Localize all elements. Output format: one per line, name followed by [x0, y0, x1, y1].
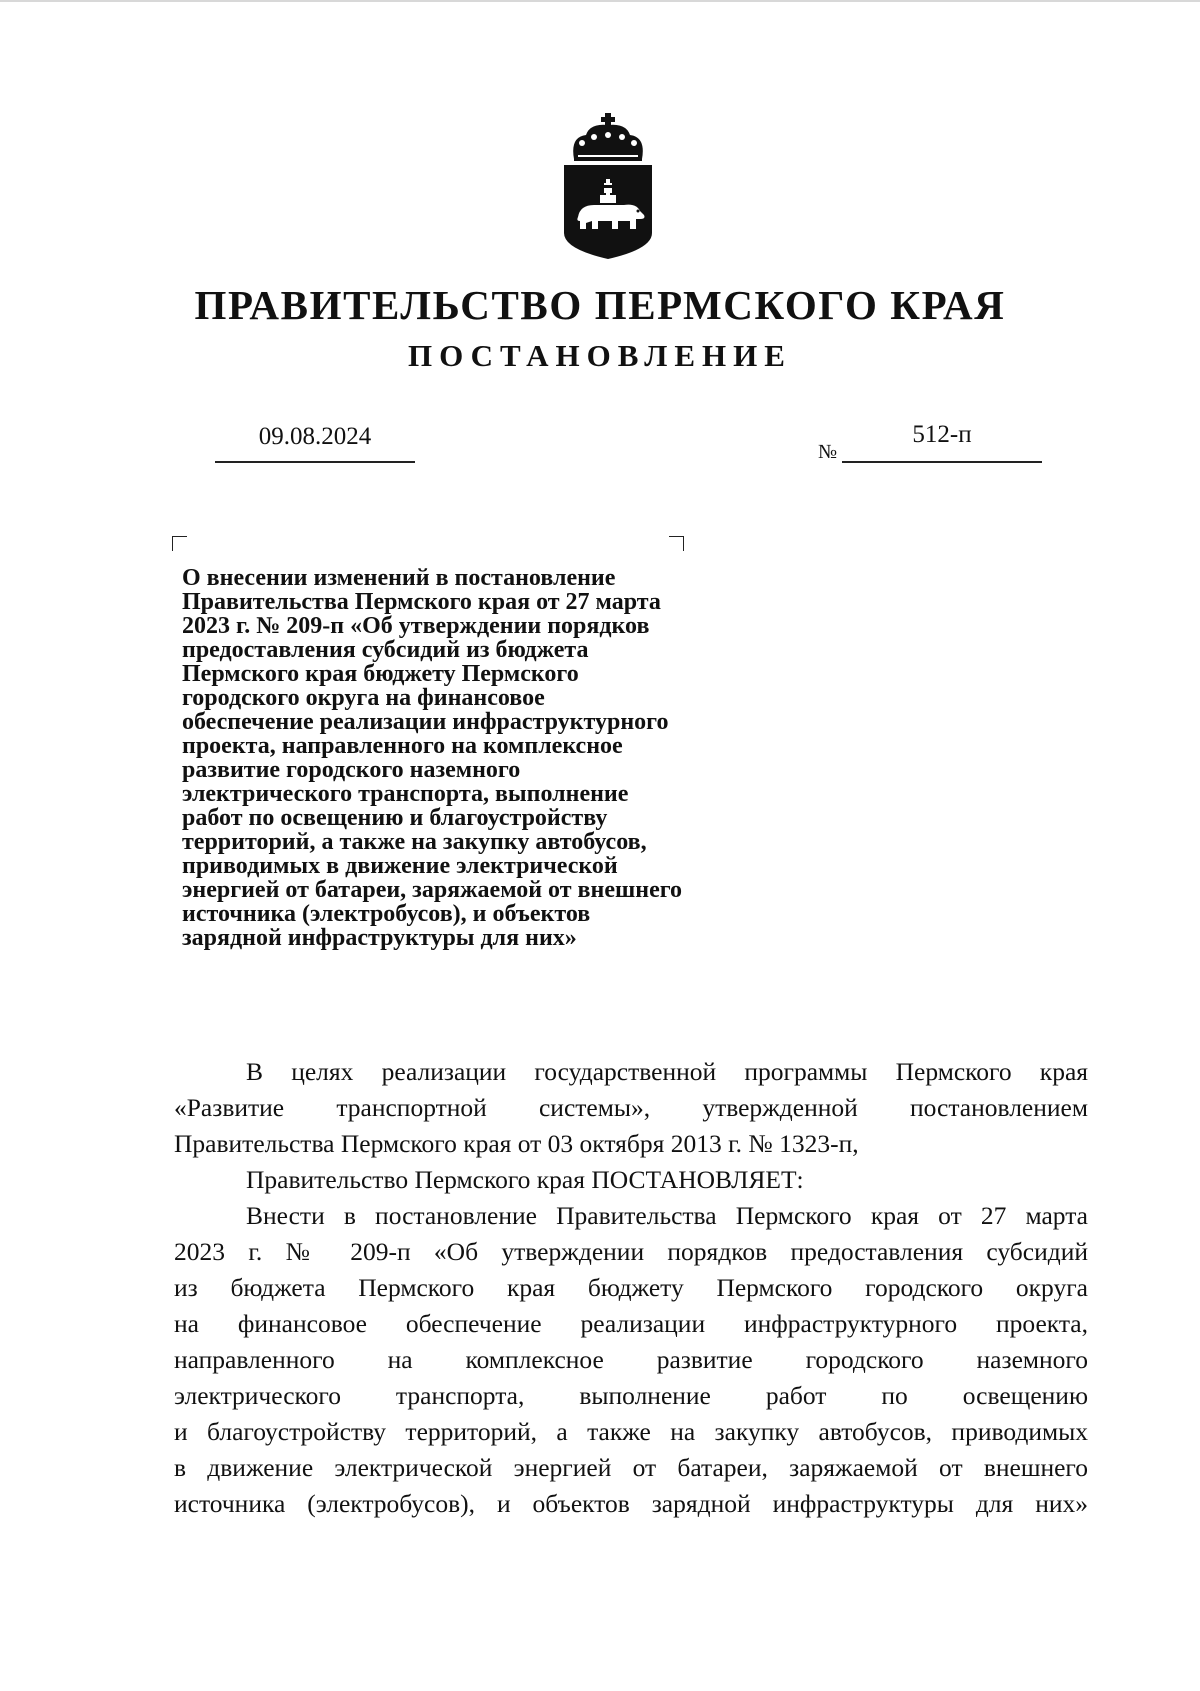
body-line: направленного на комплексное развитие городского наземного	[174, 1345, 1088, 1374]
paragraph-preamble	[174, 1054, 1088, 1162]
subject-corner-left	[172, 536, 187, 551]
document-body	[174, 1054, 1088, 1522]
scan-top-edge	[0, 0, 1200, 2]
body-line: источника (электробусов), и объектов зарядной инфраструктуры для них»	[174, 1489, 1088, 1518]
body-line: Внести в постановление Правительства Пермского края от 27 марта	[246, 1201, 1088, 1230]
number-underline	[842, 461, 1042, 463]
subject-line: развитие городского наземного	[182, 757, 521, 783]
body-line: Правительства Пермского края от 03 октября 2013 г. № 1323-п,	[174, 1129, 859, 1158]
body-line: на финансовое обеспечение реализации инфраструктурного проекта,	[174, 1309, 1088, 1338]
document-subject	[182, 566, 782, 950]
subject-line: зарядной инфраструктуры для них»	[182, 925, 577, 951]
subject-line: городского округа на финансовое	[182, 685, 545, 711]
document-type-title: ПОСТАНОВЛЕНИЕ	[408, 338, 792, 373]
document-date: 09.08.2024	[258, 423, 372, 450]
subject-line: электрического транспорта, выполнение	[182, 781, 629, 807]
paragraph-amendment	[174, 1198, 1088, 1522]
document-number: 512-п	[912, 421, 972, 448]
subject-line: источника (электробусов), и объектов	[182, 901, 591, 927]
government-title: ПРАВИТЕЛЬСТВО ПЕРМСКОГО КРАЯ	[194, 282, 1006, 328]
paragraph-decree-formula	[174, 1162, 1088, 1198]
body-line: и благоустройству территорий, а также на закупку автобусов, приводимых	[174, 1417, 1088, 1446]
body-line: 2023 г. № 209-п «Об утверждении порядков предоставления субсидий	[174, 1237, 1088, 1266]
number-sign: №	[818, 441, 838, 463]
body-line: в движение электрической энергией от батареи, заряжаемой от внешнего	[174, 1453, 1088, 1482]
subject-line: О внесении изменений в постановление	[182, 565, 616, 591]
date-underline	[215, 461, 415, 463]
subject-line: Пермского края бюджету Пермского	[182, 661, 579, 687]
coat-of-arms-emblem	[560, 113, 656, 261]
subject-line: работ по освещению и благоустройству	[182, 805, 608, 831]
subject-line: обеспечение реализации инфраструктурного	[182, 709, 669, 735]
subject-line: территорий, а также на закупку автобусов,	[182, 829, 647, 855]
subject-line: приводимых в движение электрической	[182, 853, 618, 879]
subject-line: проекта, направленного на комплексное	[182, 733, 623, 759]
body-line: Правительство Пермского края ПОСТАНОВЛЯЕТ:	[246, 1165, 804, 1194]
body-line: В целях реализации государственной программы Пермского края	[246, 1057, 1088, 1086]
body-line: «Развитие транспортной системы», утвержденной постановлением	[174, 1093, 1088, 1122]
subject-line: энергией от батареи, заряжаемой от внешнего	[182, 877, 683, 903]
body-line: электрического транспорта, выполнение работ по освещению	[174, 1381, 1088, 1410]
subject-line: Правительства Пермского края от 27 марта	[182, 589, 661, 615]
subject-corner-right	[669, 536, 684, 551]
subject-line: предоставления субсидий из бюджета	[182, 637, 589, 663]
subject-line: 2023 г. № 209-п «Об утверждении порядков	[182, 613, 650, 639]
body-line: из бюджета Пермского края бюджету Пермского городского округа	[174, 1273, 1088, 1302]
